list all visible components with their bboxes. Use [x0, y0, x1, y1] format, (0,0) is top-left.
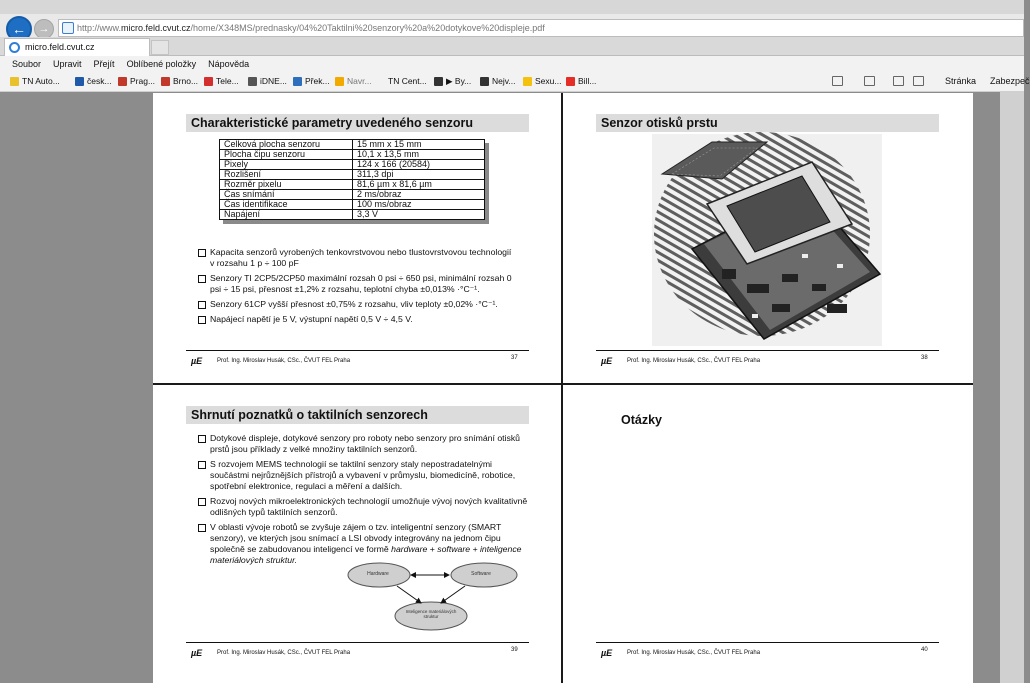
slide-37: [153, 93, 561, 383]
star-icon: [10, 77, 19, 86]
fav-item[interactable]: [434, 76, 471, 87]
param-value: 15 mm x 15 mm: [353, 140, 485, 150]
table-row: [220, 160, 485, 170]
fav-label: Bill...: [578, 76, 597, 86]
footer-rule: [596, 350, 939, 351]
list-item: Napájecí napětí je 5 V, výstupní napětí 0,5 V ÷ 4,5 V.: [198, 314, 518, 325]
footer-author: Prof. Ing. Miroslav Husák, CSc., ČVUT FEL Praha: [627, 650, 761, 656]
scrollbar[interactable]: [1000, 92, 1024, 683]
footer-rule: [186, 350, 529, 351]
fav-label: Přek...: [305, 76, 330, 86]
fav-label: iDNE...: [260, 76, 287, 86]
menu-upravit[interactable]: Upravit: [53, 58, 82, 69]
favicon-icon: [293, 77, 302, 86]
param-name: Celková plocha senzoru: [220, 140, 353, 150]
arrow-sw-int: [441, 586, 465, 603]
slide-title: Otázky: [621, 413, 662, 427]
tab-active[interactable]: [4, 38, 150, 56]
fav-item[interactable]: [161, 76, 198, 86]
params-table: [219, 139, 485, 220]
fav-label: ▶ By...: [446, 76, 472, 86]
favicon-icon: [118, 77, 127, 86]
footer-rule: [186, 642, 529, 643]
favicon-icon: [434, 77, 443, 86]
ue-logo: µE: [191, 356, 203, 366]
list-item: Dotykové displeje, dotykové senzory pro roboty nebo senzory pro snímání otisků prstů jsou příklady z velké množiny taktilních senzorů.: [198, 433, 528, 455]
forward-button[interactable]: [34, 19, 54, 39]
menu-prejit[interactable]: Přejít: [93, 58, 115, 69]
fav-item[interactable]: [10, 76, 60, 86]
param-name: Pixely: [220, 160, 353, 170]
table-row: [220, 150, 485, 160]
favicon-icon: [75, 77, 84, 86]
diagram-label-software: Software: [471, 571, 491, 577]
bullet-emphasis: software + inteligence materiálových struktur.: [210, 544, 522, 565]
fav-label: TN Cent...: [388, 76, 427, 86]
ue-logo: µE: [601, 648, 613, 658]
address-bar[interactable]: [58, 19, 1024, 37]
list-item: Kapacita senzorů vyrobených tenkovrstvovou nebo tlustovrstvovou technologií v rozsahu 1 p ÷ 100 pF: [198, 247, 518, 269]
slide-40: [563, 385, 971, 675]
fav-label: Brno...: [173, 76, 199, 86]
page-icon: [62, 22, 74, 34]
fav-item[interactable]: [480, 76, 515, 86]
list-item: S rozvojem MEMS technologií se taktilní senzory staly nepostradatelnými součástmi nejrůznějších přístrojů a vybavení v průmyslu, biomedicíně, robotice, spotřební elektronice, regulaci a měření a dalších.: [198, 459, 528, 492]
page-number: 38: [921, 355, 928, 361]
ue-logo: µE: [601, 356, 613, 366]
table-row: [220, 200, 485, 210]
fingerprint-sensor-image: [652, 134, 882, 346]
slide-38: [563, 93, 971, 383]
bullet-emphasis: hardware: [391, 544, 428, 554]
bullet-list: [198, 247, 518, 329]
param-value: 10,1 x 13,5 mm: [353, 150, 485, 160]
fav-label: Nejv...: [492, 76, 516, 86]
fav-label: TN Auto...: [22, 76, 60, 86]
favorites-bar: [0, 71, 1030, 92]
footer-author: Prof. Ing. Miroslav Husák, CSc., ČVUT FEL Praha: [627, 358, 761, 364]
ue-logo: µE: [191, 648, 203, 658]
fav-label: Sexu...: [535, 76, 562, 86]
ie-favicon-icon: [9, 42, 20, 53]
footer-author: Prof. Ing. Miroslav Husák, CSc., ČVUT FEL Praha: [217, 358, 351, 364]
param-value: 100 ms/obraz: [353, 200, 485, 210]
security-menu[interactable]: Zabezpeč: [990, 76, 1030, 86]
table-row: [220, 180, 485, 190]
fav-item[interactable]: [118, 76, 155, 86]
favicon-icon: [248, 77, 257, 86]
fav-item[interactable]: [204, 76, 239, 86]
slide-title: Shrnutí poznatků o taktilních senzorech: [186, 406, 529, 424]
fav-label: Navr...: [347, 76, 372, 86]
footer-rule: [596, 642, 939, 643]
favicon-icon: [161, 77, 170, 86]
table-row: [220, 210, 485, 220]
param-value: 311,3 dpi: [353, 170, 485, 180]
param-name: Rozlišení: [220, 170, 353, 180]
home-icon[interactable]: [832, 76, 843, 86]
slide-39: [153, 385, 561, 675]
arrow-hw-int: [397, 586, 421, 603]
slide-title: Senzor otisků prstu: [596, 114, 939, 132]
fav-label: Tele...: [216, 76, 239, 86]
menu-napoveda[interactable]: Nápověda: [208, 58, 250, 69]
footer-author: Prof. Ing. Miroslav Husák, CSc., ČVUT FEL Praha: [217, 650, 351, 656]
favicon-icon: [480, 77, 489, 86]
param-value: 124 x 166 (20584): [353, 160, 485, 170]
pdf-document: [153, 93, 973, 683]
bullet-text: +: [427, 544, 438, 554]
param-value: 81,6 µm x 81,6 µm: [353, 180, 485, 190]
list-item: Senzory TI 2CP5/2CP50 maximální rozsah 0 psi ÷ 650 psi, minimální rozsah 0 psi ÷ 15 psi, přesnost ±1,2% z rozsahu, teplotní chyba ±0,013% ·°C⁻¹.: [198, 273, 518, 295]
url-prefix: http://www.: [77, 23, 122, 33]
favicon-icon: [335, 77, 344, 86]
param-name: Rozměr pixelu: [220, 180, 353, 190]
fav-item[interactable]: [293, 76, 330, 86]
table-row: [220, 140, 485, 150]
print-icon[interactable]: [913, 76, 924, 86]
fingerprint-sensor-photo: [652, 134, 882, 346]
fav-item[interactable]: [388, 76, 427, 86]
fav-item[interactable]: [335, 76, 372, 86]
menu-bar: [0, 56, 1024, 71]
fav-item[interactable]: [566, 76, 596, 86]
param-name: Čas snímání: [220, 190, 353, 200]
favicon-icon: [523, 77, 532, 86]
favicon-icon: [204, 77, 213, 86]
diagram-label-hardware: Hardware: [367, 571, 389, 577]
param-name: Čas identifikace: [220, 200, 353, 210]
menu-oblibene[interactable]: Oblíbené položky: [126, 58, 197, 69]
new-tab-button[interactable]: [151, 40, 169, 55]
rss-icon[interactable]: [864, 76, 875, 86]
slide-title: Charakteristické parametry uvedeného senzoru: [186, 114, 529, 132]
table-row: [220, 170, 485, 180]
param-value: 2 ms/obraz: [353, 190, 485, 200]
param-name: Napájení: [220, 210, 353, 220]
arrow-right-icon: →: [38, 23, 50, 35]
mail-icon[interactable]: [893, 76, 904, 86]
menu-soubor[interactable]: Soubor: [12, 58, 42, 69]
fav-item[interactable]: [523, 76, 561, 86]
list-item: [198, 522, 528, 566]
arrow-left-icon: ←: [12, 21, 26, 37]
page-number: 39: [511, 647, 518, 653]
url-path: /home/X348MS/prednasky/04%20Taktilni%20senzory%20a%20dotykove%20displeje.pdf: [190, 23, 545, 33]
param-value: 3,3 V: [353, 210, 485, 220]
list-item: Senzory 61CP vyšší přesnost ±0,75% z rozsahu, vliv teploty ±0,02% ·°C⁻¹.: [198, 299, 518, 310]
youtube-icon: [566, 77, 575, 86]
page-number: 40: [921, 647, 928, 653]
diagram-label-intelligence: Inteligence materiálových struktur: [405, 609, 457, 619]
fav-item[interactable]: [75, 76, 112, 86]
fav-item[interactable]: [248, 76, 287, 86]
list-item: Rozvoj nových mikroelektronických technologií umožňuje vývoj nových kvalitativně odlišných typů taktilních senzorů.: [198, 496, 528, 518]
bullet-list: [198, 433, 528, 570]
fav-label: česk...: [87, 76, 112, 86]
url-domain: micro.feld.cvut.cz: [121, 23, 191, 33]
fav-label: Prag...: [130, 76, 156, 86]
table-row: [220, 190, 485, 200]
tab-title: micro.feld.cvut.cz: [25, 42, 95, 52]
param-name: Plocha čipu senzoru: [220, 150, 353, 160]
page-number: 37: [511, 355, 518, 361]
page-menu[interactable]: Stránka: [945, 76, 977, 86]
bullet-text: V oblasti vývoje robotů se zvyšuje zájem o tzv. inteligentní senzory (SMART senzory), ve kterých jsou snímací a LSI obvody integrovány na jednom čipu společně se zabudovanou inteligencí ve formě: [210, 522, 502, 554]
